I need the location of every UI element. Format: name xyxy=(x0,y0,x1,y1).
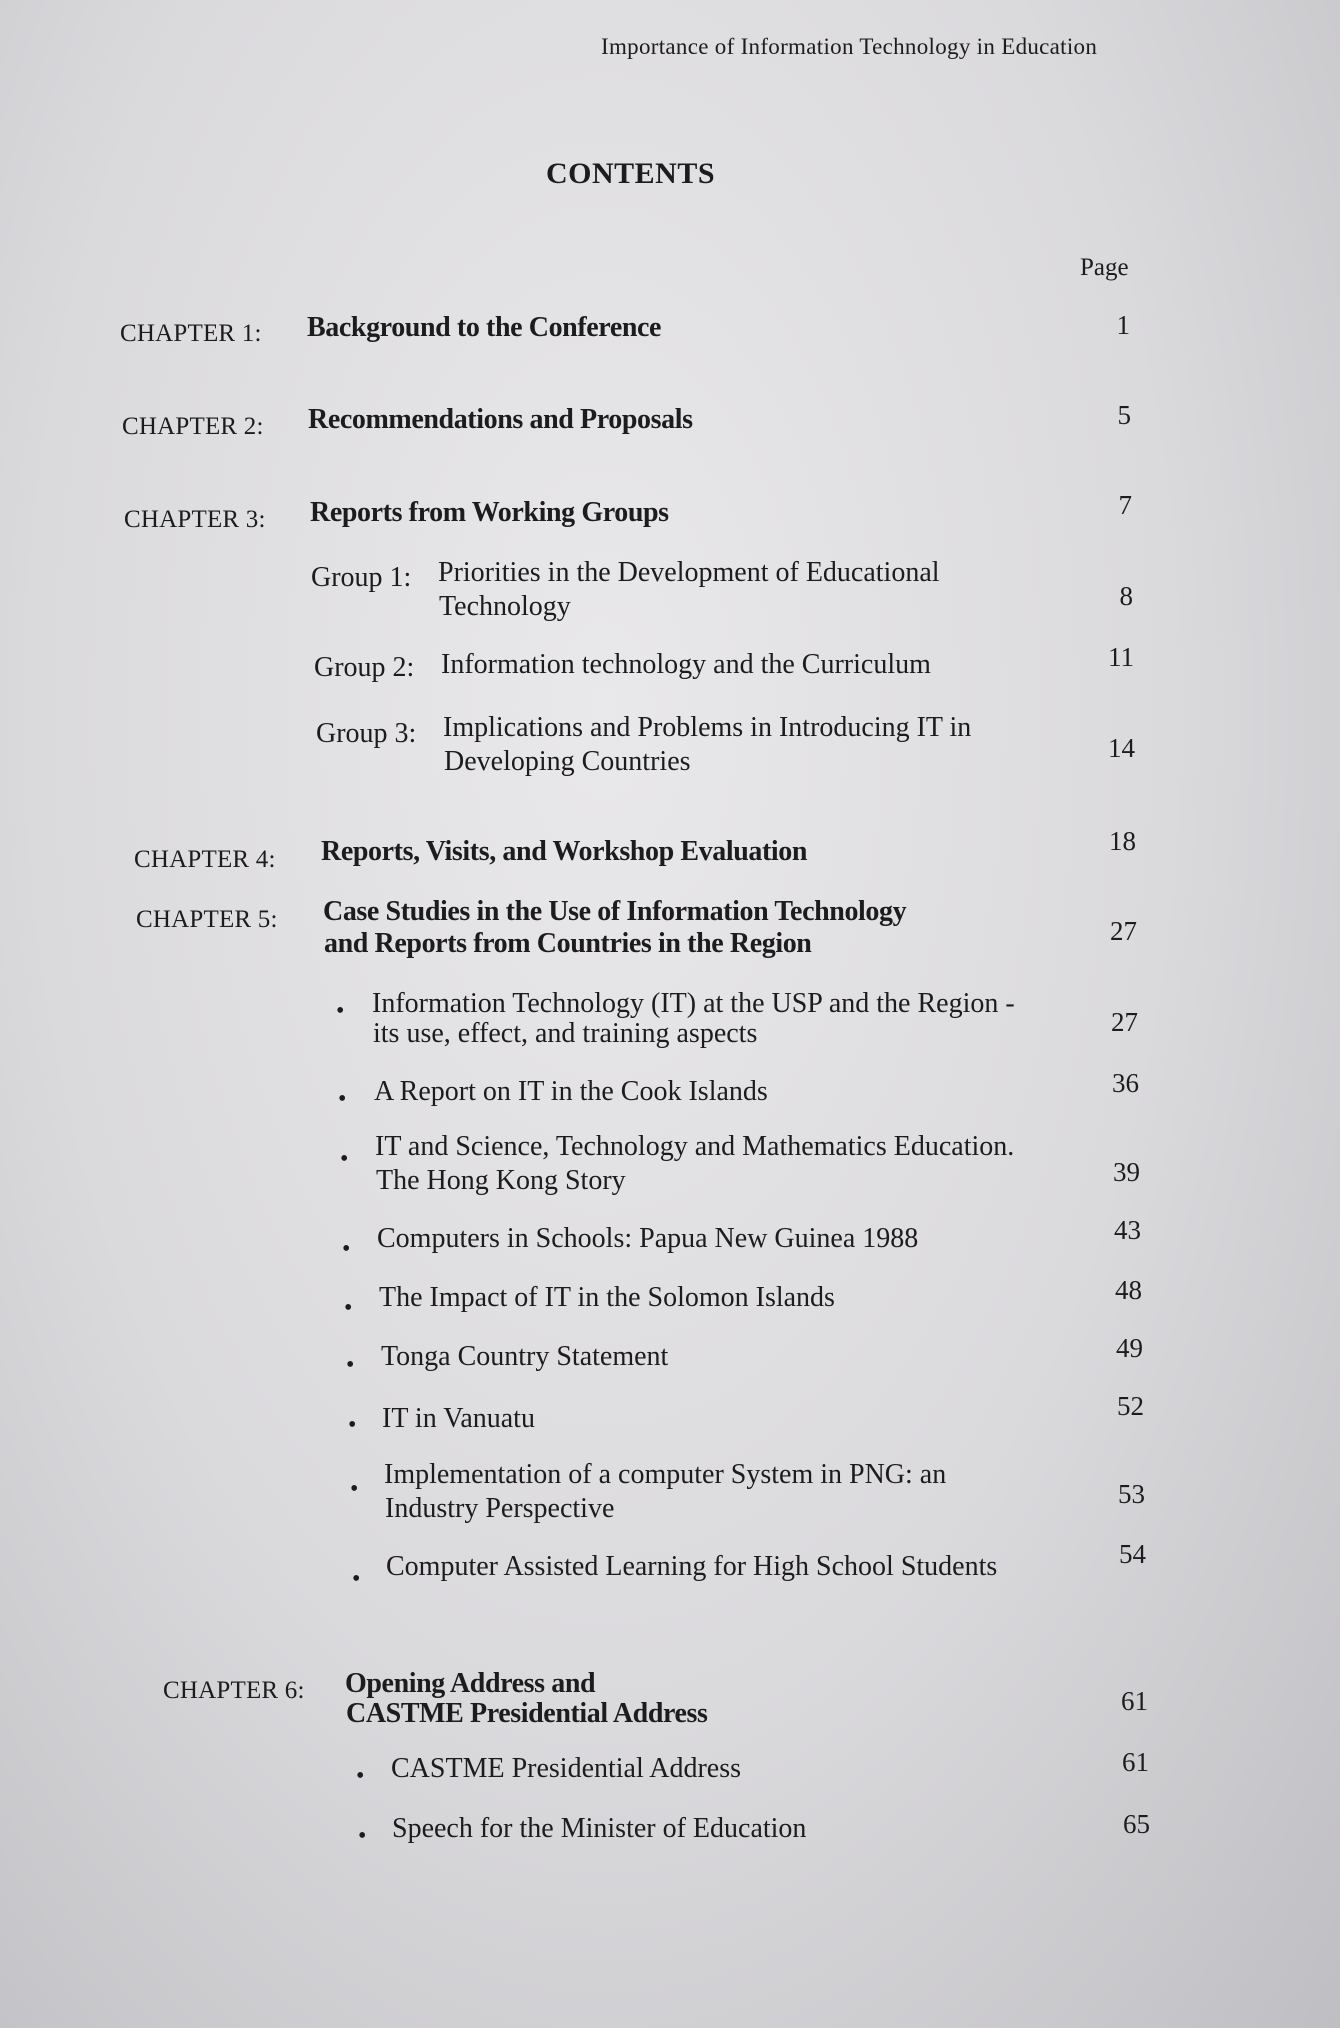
group-label: Group 1: xyxy=(311,562,412,593)
chapter-label: CHAPTER 4: xyxy=(134,846,276,873)
bullet: • xyxy=(356,1763,365,1789)
bullet: • xyxy=(342,1236,351,1262)
page-number: 52 xyxy=(1117,1391,1144,1421)
page-number: 5 xyxy=(1117,400,1131,430)
contents-title: CONTENTS xyxy=(546,157,716,190)
bullet: • xyxy=(344,1295,353,1321)
page-number: 54 xyxy=(1119,1539,1146,1569)
group-title-line: Implications and Problems in Introducing IT in xyxy=(443,712,972,743)
item-line: Tonga Country Statement xyxy=(381,1341,669,1372)
page-number: 11 xyxy=(1108,642,1134,672)
group-title-line: Information technology and the Curriculum xyxy=(441,649,931,680)
chapter-title: Reports from Working Groups xyxy=(310,497,669,528)
chapter-label: CHAPTER 6: xyxy=(163,1677,305,1704)
bullet: • xyxy=(336,998,345,1024)
bullet: • xyxy=(340,1146,349,1172)
group-title-line: Technology xyxy=(439,591,571,622)
chapter-label: CHAPTER 3: xyxy=(124,506,266,533)
item-line: CASTME Presidential Address xyxy=(391,1753,741,1784)
chapter-label: CHAPTER 2: xyxy=(122,413,264,440)
page-number: 39 xyxy=(1113,1157,1140,1187)
page-number: 27 xyxy=(1110,916,1137,946)
item-line: Computer Assisted Learning for High School Students xyxy=(386,1551,998,1582)
item-line: IT in Vanuatu xyxy=(382,1403,535,1434)
chapter-label: CHAPTER 5: xyxy=(136,906,278,933)
item-line: Implementation of a computer System in PNG: an xyxy=(384,1459,947,1490)
page-number: 48 xyxy=(1115,1275,1142,1305)
page-number: 8 xyxy=(1119,581,1133,611)
bullet: • xyxy=(352,1566,361,1592)
item-line: IT and Science, Technology and Mathematics Education. xyxy=(375,1131,1015,1162)
bullet: • xyxy=(338,1086,347,1112)
item-line: Computers in Schools: Papua New Guinea 1988 xyxy=(377,1223,919,1254)
page-number: 61 xyxy=(1121,1686,1148,1716)
page-number: 7 xyxy=(1118,490,1132,520)
group-title-line: Priorities in the Development of Educational xyxy=(438,557,940,588)
item-line: Industry Perspective xyxy=(385,1493,615,1524)
item-line: The Impact of IT in the Solomon Islands xyxy=(379,1282,835,1313)
group-label: Group 3: xyxy=(316,718,417,749)
page-number: 27 xyxy=(1111,1007,1138,1037)
item-line: its use, effect, and training aspects xyxy=(373,1018,758,1049)
bullet: • xyxy=(346,1352,355,1378)
group-label: Group 2: xyxy=(314,652,415,683)
bullet: • xyxy=(358,1823,367,1849)
page-column-heading: Page xyxy=(1080,254,1129,281)
chapter-title: Background to the Conference xyxy=(307,312,662,343)
running-header: Importance of Information Technology in Education xyxy=(601,34,1098,59)
page-number: 43 xyxy=(1114,1215,1141,1245)
page-number: 65 xyxy=(1123,1809,1150,1839)
page-number: 61 xyxy=(1122,1747,1149,1777)
item-line: Information Technology (IT) at the USP and the Region - xyxy=(372,988,1015,1019)
page-number: 36 xyxy=(1112,1068,1139,1098)
chapter-title: Case Studies in the Use of Information Technology xyxy=(323,896,907,927)
bullet: • xyxy=(350,1476,359,1502)
chapter-title: CASTME Presidential Address xyxy=(346,1698,708,1729)
chapter-title: Opening Address and xyxy=(345,1668,596,1699)
group-title-line: Developing Countries xyxy=(444,746,691,777)
page-number: 49 xyxy=(1116,1333,1143,1363)
page-number: 14 xyxy=(1108,733,1135,763)
chapter-title: Recommendations and Proposals xyxy=(308,404,693,435)
page-number: 1 xyxy=(1116,310,1130,340)
page-number: 53 xyxy=(1118,1479,1145,1509)
chapter-title: Reports, Visits, and Workshop Evaluation xyxy=(321,836,808,867)
item-line: The Hong Kong Story xyxy=(376,1165,626,1196)
bullet: • xyxy=(348,1412,357,1438)
chapter-title: and Reports from Countries in the Region xyxy=(324,928,812,959)
page-number: 18 xyxy=(1109,826,1136,856)
item-line: Speech for the Minister of Education xyxy=(392,1813,807,1844)
chapter-label: CHAPTER 1: xyxy=(120,320,262,347)
item-line: A Report on IT in the Cook Islands xyxy=(374,1076,768,1107)
